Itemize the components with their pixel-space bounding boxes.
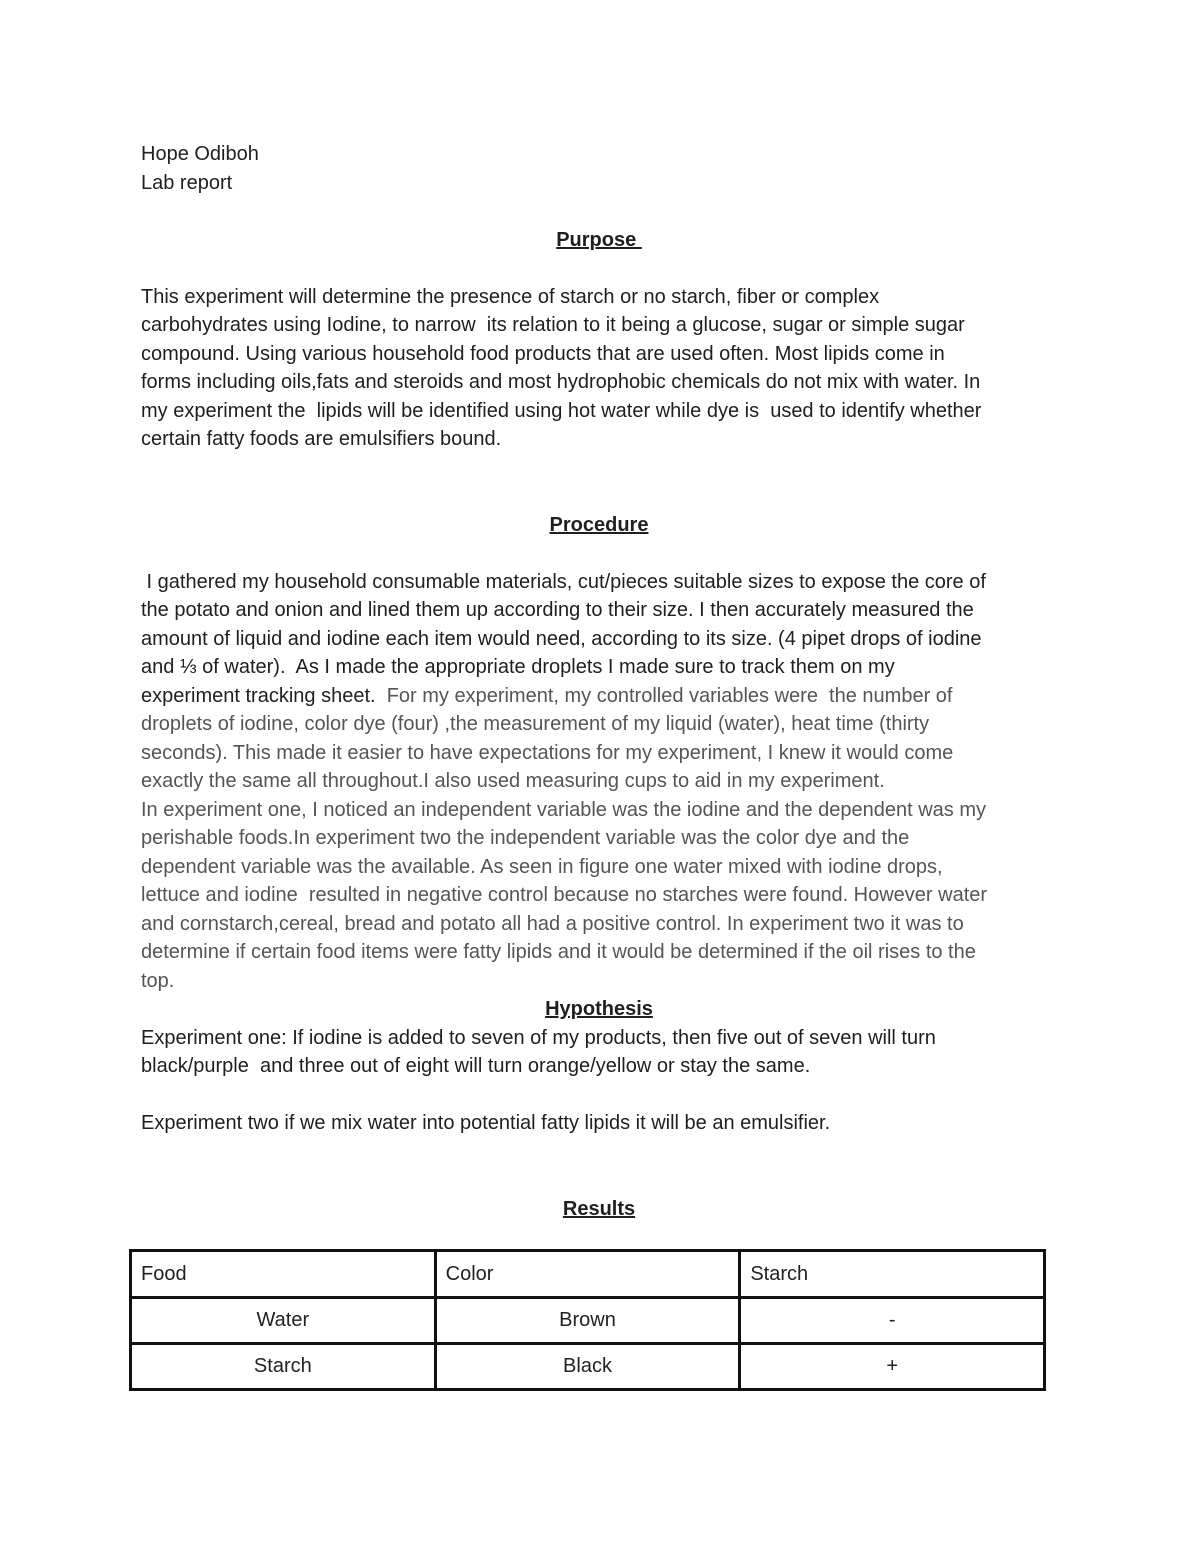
procedure-line: determine if certain food items were fatty lipids and it would be determined if the oil rises to the (141, 941, 976, 963)
procedure-line: and ⅓ of water). As I made the appropriate droplets I made sure to track them on my (141, 656, 895, 678)
purpose-line: my experiment the lipids will be identified using hot water while dye is used to identify whether (141, 399, 982, 422)
document-type: Lab report (141, 171, 233, 194)
table-row (131, 1344, 1045, 1390)
procedure-line: In experiment one, I noticed an independent variable was the iodine and the dependent was my (141, 798, 987, 821)
procedure-line (141, 682, 1061, 711)
spacer (141, 1138, 1061, 1167)
table-cell: + (740, 1344, 1045, 1390)
procedure-line: exactly the same all throughout.I also used measuring cups to aid in my experiment. (141, 770, 885, 792)
procedure-heading: Procedure (549, 513, 649, 536)
procedure-line: and cornstarch,cereal, bread and potato all had a positive control. In experiment two it was to (141, 912, 964, 935)
purpose-paragraph (141, 283, 1061, 454)
table-header-cell: Color (435, 1251, 740, 1298)
table-cell: - (740, 1298, 1045, 1344)
spacer (141, 454, 1061, 483)
procedure-line: lettuce and iodine resulted in negative control because no starches were found. However water (141, 884, 988, 906)
table-header-row (131, 1251, 1045, 1298)
procedure-line: I gathered my household consumable materials, cut/pieces suitable sizes to expose the core of (141, 570, 986, 593)
hypothesis-line: Experiment one: If iodine is added to seven of my products, then five out of seven will turn (141, 1026, 936, 1049)
spacer (141, 1081, 1061, 1110)
purpose-line: certain fatty foods are emulsifiers bound. (141, 428, 502, 450)
hypothesis-paragraph (141, 1024, 1061, 1081)
spacer (141, 197, 1061, 226)
table-cell: Brown (435, 1298, 740, 1344)
spacer (141, 539, 1061, 568)
hypothesis-heading: Hypothesis (545, 998, 653, 1020)
spacer (141, 254, 1061, 283)
table-header-cell: Food (131, 1251, 436, 1298)
table-header-cell: Starch (740, 1251, 1045, 1298)
results-table (129, 1249, 1046, 1391)
purpose-line: forms including oils,fats and steroids and most hydrophobic chemicals do not mix with water. In (141, 371, 981, 393)
purpose-line: This experiment will determine the presence of starch or no starch, fiber or complex (141, 285, 880, 308)
results-heading: Results (562, 1197, 636, 1220)
purpose-line: carbohydrates using Iodine, to narrow its relation to it being a glucose, sugar or simple sugar (141, 314, 965, 336)
purpose-line: compound. Using various household food products that are used often. Most lipids come in (141, 342, 945, 365)
procedure-text-dark: experiment tracking sheet. (141, 684, 387, 707)
procedure-line: top. (141, 969, 175, 992)
spacer (141, 1166, 1061, 1195)
table-cell: Starch (131, 1344, 436, 1390)
procedure-line: the potato and onion and lined them up according to their size. I then accurately measured the (141, 599, 974, 621)
procedure-paragraph (141, 568, 1061, 996)
spacer (141, 482, 1061, 511)
table-row (131, 1298, 1045, 1344)
procedure-line: amount of liquid and iodine each item would need, according to its size. (4 pipet drops of iodine (141, 627, 982, 650)
procedure-line: dependent variable was the available. As seen in figure one water mixed with iodine drops, (141, 855, 943, 878)
hypothesis-experiment-two: Experiment two if we mix water into potential fatty lipids it will be an emulsifier. (141, 1112, 831, 1134)
table-cell: Black (435, 1344, 740, 1390)
procedure-line: seconds). This made it easier to have expectations for my experiment, I knew it would come (141, 741, 954, 764)
procedure-line: perishable foods.In experiment two the independent variable was the color dye and the (141, 827, 910, 849)
purpose-heading: Purpose (556, 228, 642, 251)
document-page (141, 140, 1061, 1223)
procedure-line: droplets of iodine, color dye (four) ,the measurement of my liquid (water), heat time (thirty (141, 713, 930, 735)
procedure-text-gray: For my experiment, my controlled variables were the number of (386, 684, 953, 707)
hypothesis-line: black/purple and three out of eight will turn orange/yellow or stay the same. (141, 1055, 811, 1077)
author-name: Hope Odiboh (141, 143, 259, 165)
table-cell: Water (131, 1298, 436, 1344)
